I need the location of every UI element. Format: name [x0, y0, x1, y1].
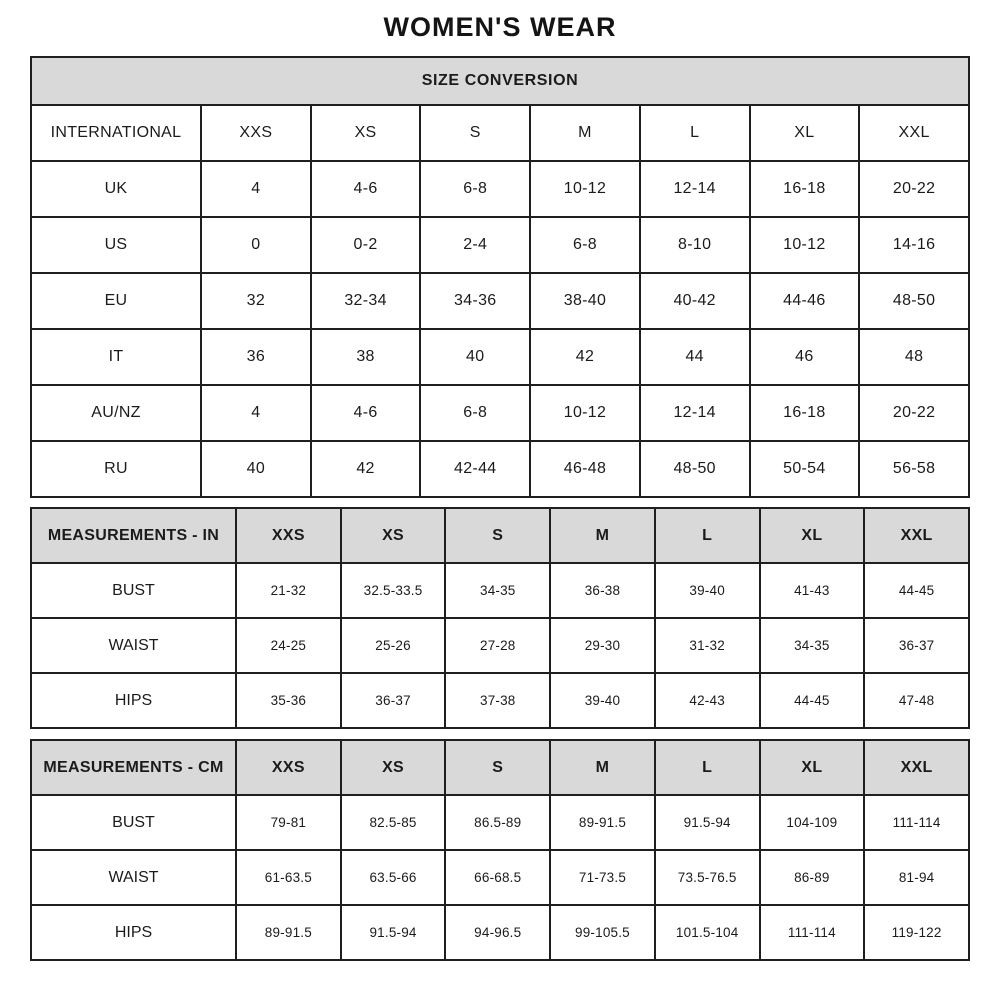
table-cell: 42-44: [420, 441, 530, 497]
table-cell: 38: [311, 329, 421, 385]
table-cell: 10-12: [530, 161, 640, 217]
table-cell: 86-89: [760, 850, 865, 905]
table-cell: 40: [420, 329, 530, 385]
table-cell: 44-45: [864, 563, 969, 618]
column-header: L: [655, 740, 760, 795]
table-cell: 12-14: [640, 161, 750, 217]
column-header: XXL: [864, 508, 969, 563]
row-label: BUST: [31, 563, 236, 618]
table-cell: 91.5-94: [655, 795, 760, 850]
table-row: [31, 905, 969, 960]
table-cell: 25-26: [341, 618, 446, 673]
table-cell: 32: [201, 273, 311, 329]
table-cell: 36-37: [341, 673, 446, 728]
table-cell: 10-12: [530, 385, 640, 441]
column-header: XS: [311, 105, 421, 161]
measurements-cm-table: [30, 739, 970, 961]
column-header: XXS: [236, 740, 341, 795]
table-cell: 42: [311, 441, 421, 497]
table-row: [31, 850, 969, 905]
row-label: RU: [31, 441, 201, 497]
table-cell: 111-114: [864, 795, 969, 850]
table-cell: 119-122: [864, 905, 969, 960]
table-cell: 44-46: [750, 273, 860, 329]
page-title: WOMEN'S WEAR: [383, 12, 617, 42]
column-header: XL: [760, 740, 865, 795]
table-cell: 56-58: [859, 441, 969, 497]
row-label: AU/NZ: [31, 385, 201, 441]
table-cell: 4: [201, 385, 311, 441]
table-cell: 31-32: [655, 618, 760, 673]
table-row: [31, 563, 969, 618]
table-cell: 21-32: [236, 563, 341, 618]
table-cell: 6-8: [530, 217, 640, 273]
column-header: XL: [750, 105, 860, 161]
table-cell: 46-48: [530, 441, 640, 497]
row-label: EU: [31, 273, 201, 329]
table-cell: 42: [530, 329, 640, 385]
table-cell: 16-18: [750, 161, 860, 217]
column-header: M: [550, 740, 655, 795]
table-cell: 6-8: [420, 161, 530, 217]
column-header: XS: [341, 508, 446, 563]
table-cell: 44: [640, 329, 750, 385]
row-label: UK: [31, 161, 201, 217]
table-cell: 89-91.5: [236, 905, 341, 960]
table-cell: 82.5-85: [341, 795, 446, 850]
table-cell: 48-50: [640, 441, 750, 497]
table-title-header: MEASUREMENTS - IN: [31, 508, 236, 563]
table-cell: 32-34: [311, 273, 421, 329]
table-cell: 99-105.5: [550, 905, 655, 960]
table-cell: 50-54: [750, 441, 860, 497]
table-row: [31, 105, 969, 161]
table-cell: 20-22: [859, 161, 969, 217]
table-cell: 81-94: [864, 850, 969, 905]
size-conversion-table: [30, 56, 970, 498]
column-header: M: [530, 105, 640, 161]
table-cell: 20-22: [859, 385, 969, 441]
table-cell: 4: [201, 161, 311, 217]
table-cell: 79-81: [236, 795, 341, 850]
table-cell: 48: [859, 329, 969, 385]
row-label: INTERNATIONAL: [31, 105, 201, 161]
table-cell: 42-43: [655, 673, 760, 728]
table-cell: 39-40: [655, 563, 760, 618]
column-header: XXS: [236, 508, 341, 563]
table-cell: 8-10: [640, 217, 750, 273]
table-cell: 36-37: [864, 618, 969, 673]
row-label: WAIST: [31, 618, 236, 673]
column-header: M: [550, 508, 655, 563]
table-cell: 36: [201, 329, 311, 385]
table-cell: 66-68.5: [445, 850, 550, 905]
table-cell: 34-36: [420, 273, 530, 329]
table-cell: 32.5-33.5: [341, 563, 446, 618]
column-header: S: [445, 740, 550, 795]
table-cell: 44-45: [760, 673, 865, 728]
column-header: S: [420, 105, 530, 161]
table-row: [31, 385, 969, 441]
table-cell: 24-25: [236, 618, 341, 673]
table-cell: 111-114: [760, 905, 865, 960]
table-cell: 48-50: [859, 273, 969, 329]
column-header: XXS: [201, 105, 311, 161]
table-cell: 27-28: [445, 618, 550, 673]
table-cell: 71-73.5: [550, 850, 655, 905]
table-cell: 46: [750, 329, 860, 385]
table-cell: 94-96.5: [445, 905, 550, 960]
table-row: [31, 217, 969, 273]
table-cell: 34-35: [445, 563, 550, 618]
table-cell: 47-48: [864, 673, 969, 728]
table-row: [31, 740, 969, 795]
table-cell: 91.5-94: [341, 905, 446, 960]
measurements-in-table: [30, 507, 970, 729]
table-cell: 14-16: [859, 217, 969, 273]
column-header: L: [640, 105, 750, 161]
column-header: L: [655, 508, 760, 563]
table-title-header: SIZE CONVERSION: [31, 57, 969, 105]
table-cell: 35-36: [236, 673, 341, 728]
column-header: XXL: [864, 740, 969, 795]
row-label: US: [31, 217, 201, 273]
column-header: XXL: [859, 105, 969, 161]
table-row: [31, 329, 969, 385]
table-cell: 2-4: [420, 217, 530, 273]
row-label: HIPS: [31, 905, 236, 960]
table-cell: 73.5-76.5: [655, 850, 760, 905]
table-cell: 4-6: [311, 161, 421, 217]
column-header: XL: [760, 508, 865, 563]
size-chart-page: [30, 0, 970, 961]
table-cell: 0-2: [311, 217, 421, 273]
table-cell: 61-63.5: [236, 850, 341, 905]
table-cell: 4-6: [311, 385, 421, 441]
table-cell: 34-35: [760, 618, 865, 673]
column-header: XS: [341, 740, 446, 795]
table-cell: 63.5-66: [341, 850, 446, 905]
row-label: BUST: [31, 795, 236, 850]
table-cell: 86.5-89: [445, 795, 550, 850]
table-cell: 38-40: [530, 273, 640, 329]
table-cell: 6-8: [420, 385, 530, 441]
row-label: HIPS: [31, 673, 236, 728]
table-title-header: MEASUREMENTS - CM: [31, 740, 236, 795]
table-row: [31, 673, 969, 728]
table-row: [31, 57, 969, 105]
table-cell: 40: [201, 441, 311, 497]
row-label: IT: [31, 329, 201, 385]
table-cell: 36-38: [550, 563, 655, 618]
table-row: [31, 441, 969, 497]
table-row: [31, 273, 969, 329]
column-header: S: [445, 508, 550, 563]
table-cell: 29-30: [550, 618, 655, 673]
table-row: [31, 795, 969, 850]
table-row: [31, 618, 969, 673]
table-cell: 41-43: [760, 563, 865, 618]
table-row: [31, 508, 969, 563]
table-cell: 39-40: [550, 673, 655, 728]
table-cell: 16-18: [750, 385, 860, 441]
table-cell: 12-14: [640, 385, 750, 441]
table-cell: 0: [201, 217, 311, 273]
table-cell: 40-42: [640, 273, 750, 329]
table-cell: 89-91.5: [550, 795, 655, 850]
table-cell: 10-12: [750, 217, 860, 273]
table-cell: 104-109: [760, 795, 865, 850]
row-label: WAIST: [31, 850, 236, 905]
table-cell: 101.5-104: [655, 905, 760, 960]
table-cell: 37-38: [445, 673, 550, 728]
table-row: [31, 161, 969, 217]
